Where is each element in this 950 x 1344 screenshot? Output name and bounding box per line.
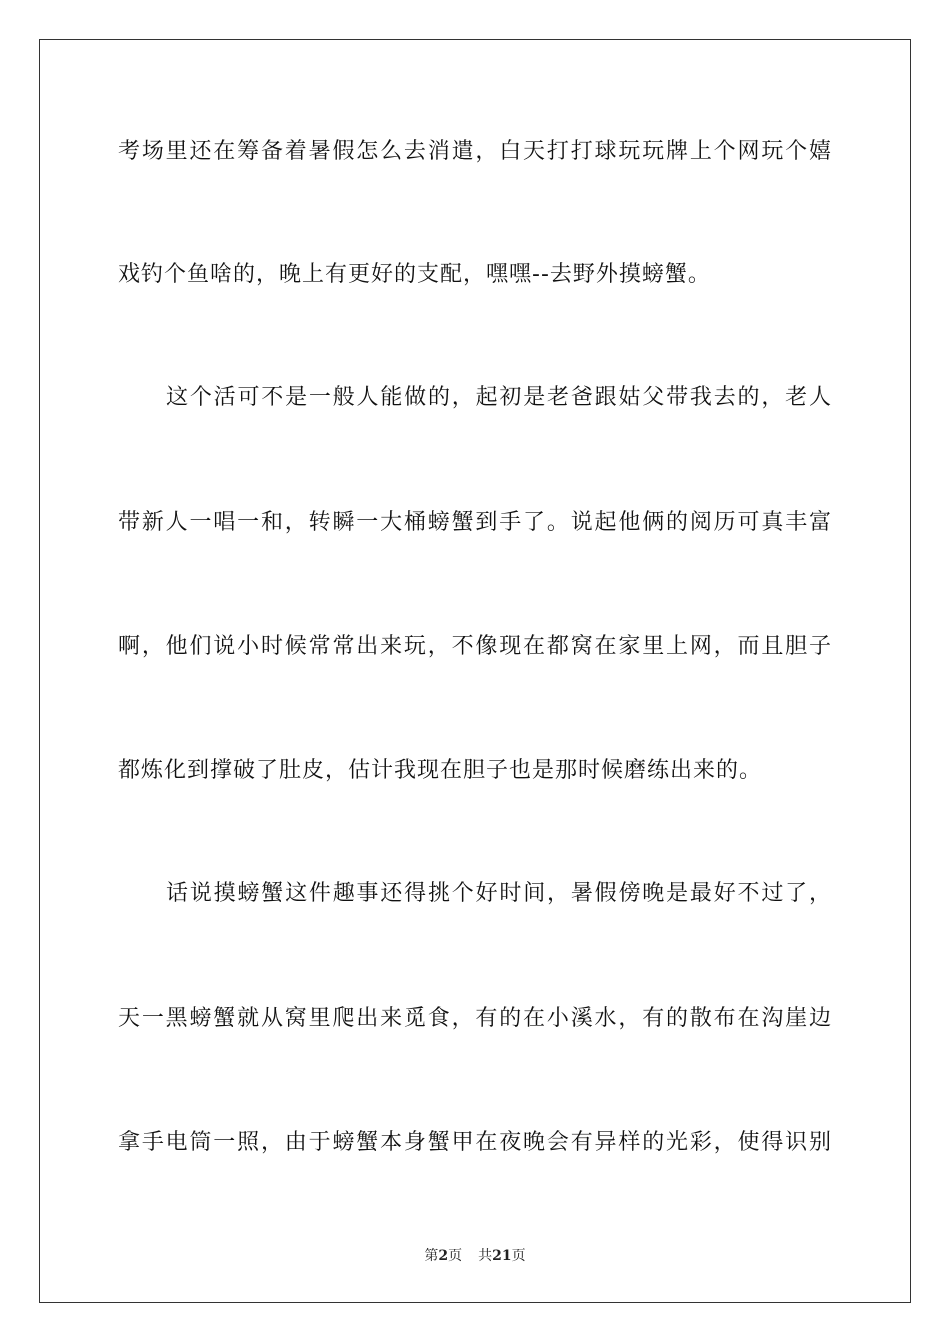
page-border — [39, 39, 911, 1303]
body-text-line: 带新人一唱一和，转瞬一大桶螃蟹到手了。说起他俩的阅历可真丰富 — [118, 510, 832, 535]
total-label-prefix: 共 — [478, 1248, 493, 1264]
page-number: 2 — [438, 1248, 449, 1264]
body-text-line: 啊，他们说小时候常常出来玩，不像现在都窝在家里上网，而且胆子 — [118, 634, 832, 659]
total-pages: 21 — [492, 1248, 512, 1264]
page-footer — [0, 1246, 950, 1266]
body-text-line: 戏钓个鱼啥的，晚上有更好的支配，嘿嘿--去野外摸螃蟹。 — [118, 262, 711, 287]
body-text-line: 这个活可不是一般人能做的，起初是老爸跟姑父带我去的，老人 — [166, 385, 832, 410]
body-text-line: 拿手电筒一照，由于螃蟹本身蟹甲在夜晚会有异样的光彩，使得识别 — [118, 1130, 832, 1155]
body-text-line: 都炼化到撑破了肚皮，估计我现在胆子也是那时候磨练出来的。 — [118, 758, 763, 783]
page-label-prefix: 第 — [424, 1248, 439, 1264]
total-label-suffix: 页 — [511, 1248, 526, 1264]
body-text-line: 天一黑螃蟹就从窝里爬出来觅食，有的在小溪水，有的散布在沟崖边 — [118, 1006, 832, 1031]
page-label-suffix: 页 — [448, 1248, 463, 1264]
body-text-line: 考场里还在筹备着暑假怎么去消遣，白天打打球玩玩牌上个网玩个嬉 — [118, 139, 832, 164]
body-text-line: 话说摸螃蟹这件趣事还得挑个好时间，暑假傍晚是最好不过了， — [166, 881, 832, 906]
